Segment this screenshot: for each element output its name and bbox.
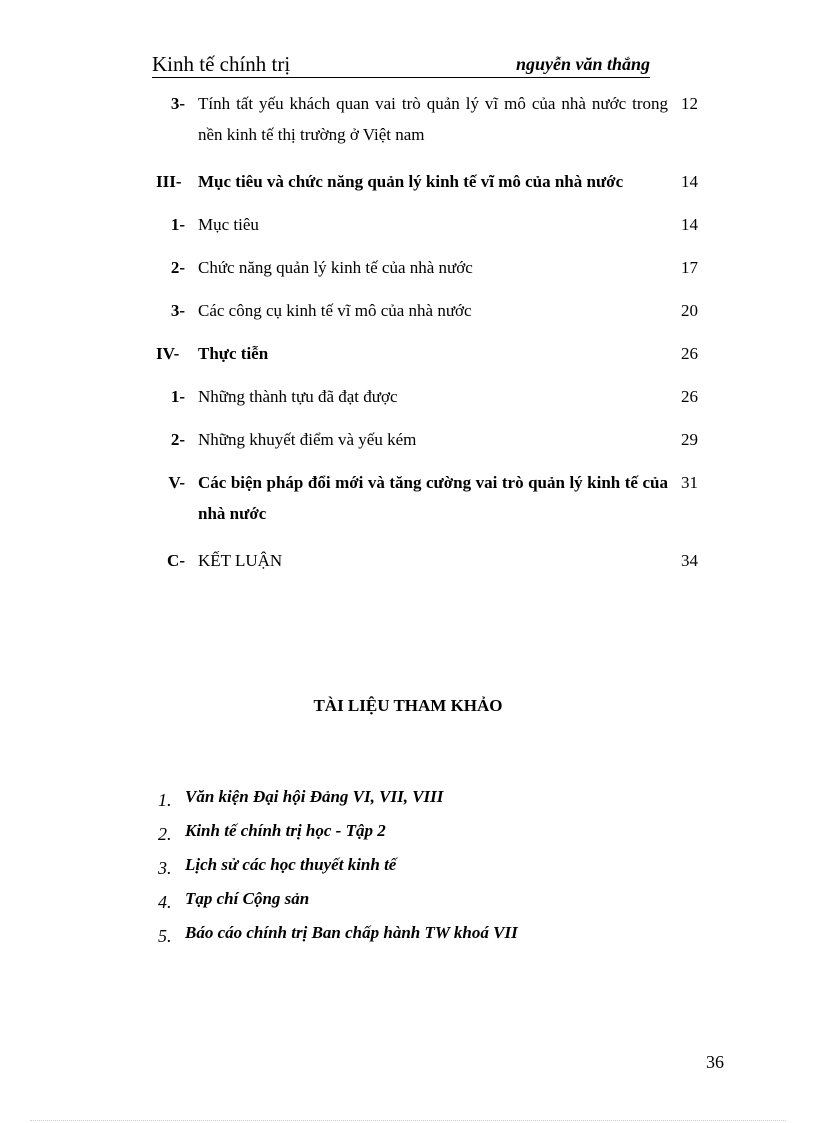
reference-number: 5.	[158, 926, 172, 946]
reference-number: 1.	[158, 790, 172, 810]
reference-number: 3.	[158, 858, 172, 878]
header-subject: Kinh tế chính trị	[152, 52, 291, 76]
page-number: 36	[706, 1052, 724, 1072]
toc-entry-title: Mục tiêu và chức năng quản lý kinh tế vĩ mô của nhà nước	[198, 172, 624, 191]
toc-entry-page: 34	[681, 551, 698, 570]
references-heading: TÀI LIỆU THAM KHẢO	[313, 696, 503, 715]
toc-entry-page: 14	[681, 172, 698, 191]
reference-item	[158, 782, 678, 816]
toc-entry-title: Thực tiễn	[198, 344, 269, 363]
toc-entry-number: 1-	[170, 387, 185, 406]
references-list	[158, 782, 678, 952]
footer-rule	[30, 1120, 786, 1121]
table-of-contents	[150, 88, 700, 588]
reference-item	[158, 918, 678, 952]
toc-entry	[150, 252, 700, 295]
toc-entry-title: KẾT LUẬN	[198, 551, 283, 570]
reference-item	[158, 884, 678, 918]
reference-title: Lịch sử các học thuyết kinh tế	[185, 855, 397, 874]
toc-entry-number: V-	[168, 473, 185, 492]
toc-entry-page: 31	[681, 473, 698, 492]
reference-item	[158, 850, 678, 884]
toc-entry	[150, 381, 700, 424]
toc-entry-page: 20	[681, 301, 698, 320]
reference-title: Tạp chí Cộng sản	[185, 889, 310, 908]
toc-entry-page: 26	[681, 344, 698, 363]
toc-entry	[150, 166, 700, 209]
toc-entry-title: Tính tất yếu khách quan vai trò quản lý vĩ mô của nhà nước trong nền kinh tế thị trường ở Việt nam	[198, 94, 668, 144]
toc-entry	[150, 295, 700, 338]
reference-number: 4.	[158, 892, 172, 912]
toc-entry-number: III-	[156, 172, 182, 191]
toc-entry-page: 17	[681, 258, 698, 277]
reference-number: 2.	[158, 824, 172, 844]
reference-item	[158, 816, 678, 850]
toc-entry-number: 3-	[170, 301, 185, 320]
toc-entry-title: Những thành tựu đã đạt được	[198, 387, 398, 406]
toc-entry	[150, 88, 700, 166]
toc-entry-page: 29	[681, 430, 698, 449]
toc-entry-title: Các công cụ kinh tế vĩ mô của nhà nước	[198, 301, 472, 320]
toc-entry-number: 2-	[170, 258, 185, 277]
toc-entry	[150, 424, 700, 467]
toc-entry-title: Các biện pháp đổi mới và tăng cường vai trò quản lý kinh tế của nhà nước	[198, 473, 668, 523]
toc-entry-title: Chức năng quản lý kinh tế của nhà nước	[198, 258, 473, 277]
toc-entry	[150, 467, 700, 545]
toc-entry-title: Những khuyết điểm và yếu kém	[198, 430, 417, 449]
reference-title: Kinh tế chính trị học - Tập 2	[185, 821, 386, 840]
toc-entry-page: 14	[681, 215, 698, 234]
toc-entry	[150, 545, 700, 588]
toc-entry	[150, 338, 700, 381]
toc-entry-page: 26	[681, 387, 698, 406]
header-author: nguyễn văn thắng	[515, 54, 650, 74]
reference-title: Văn kiện Đại hội Đảng VI, VII, VIII	[185, 787, 444, 806]
toc-entry-number: 2-	[170, 430, 185, 449]
toc-entry-number: IV-	[156, 344, 180, 363]
reference-title: Báo cáo chính trị Ban chấp hành TW khoá VII	[185, 923, 518, 942]
toc-entry-number: C-	[167, 551, 185, 570]
header-rule	[152, 77, 650, 78]
toc-entry-number: 3-	[170, 94, 185, 113]
toc-entry	[150, 209, 700, 252]
page-header	[152, 52, 650, 80]
toc-entry-title: Mục tiêu	[198, 215, 259, 234]
toc-entry-number: 1-	[170, 215, 185, 234]
toc-entry-page: 12	[681, 94, 698, 113]
